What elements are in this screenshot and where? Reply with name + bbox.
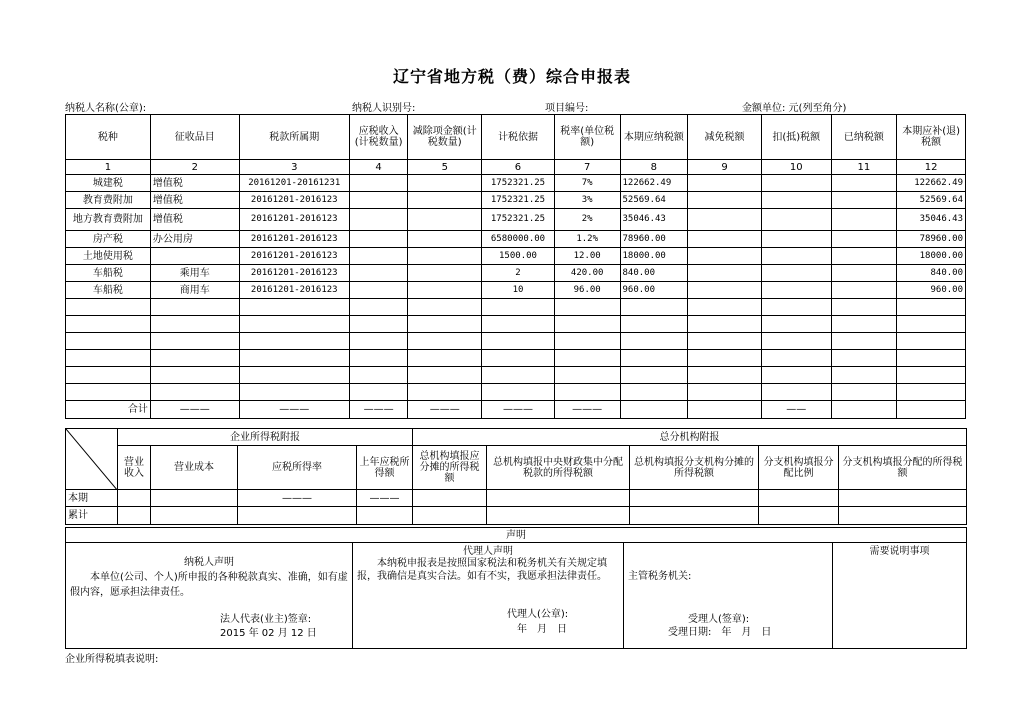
blank-row [66,299,966,316]
input-cell[interactable] [897,333,966,350]
input-cell[interactable] [150,367,239,384]
input-cell[interactable] [151,507,238,525]
input-cell[interactable] [620,316,688,333]
period-label: 本期 [66,490,118,507]
data-cell: 960.00 [897,282,966,299]
data-cell: 35046.43 [897,209,966,231]
table-row [66,175,966,192]
col-rate: 应税所得率 [238,446,357,490]
total-dash: —— [761,401,831,419]
table-row [66,265,966,282]
input-cell[interactable] [487,490,630,507]
data-cell[interactable] [408,192,482,209]
col-last-year: 上年应税所得额 [357,446,413,490]
input-cell[interactable] [238,507,357,525]
input-cell[interactable] [554,367,620,384]
input-cell[interactable] [408,316,482,333]
column-header: 税种 [66,115,151,160]
input-cell[interactable] [761,384,831,401]
total-cell[interactable] [688,401,762,419]
data-cell[interactable] [831,175,897,192]
amount-unit-label: 金额单位: 元(列至角分) [742,103,847,114]
data-cell: 78960.00 [620,231,688,248]
column-header: 减除项金额(计税数量) [408,115,482,160]
agent-declaration-title: 代理人声明 [463,546,513,557]
input-cell[interactable] [897,316,966,333]
total-cell[interactable] [897,401,966,419]
notes-label: 需要说明事项 [869,546,930,557]
input-cell[interactable] [761,333,831,350]
data-cell[interactable] [349,282,408,299]
blank-row [66,350,966,367]
input-cell[interactable] [66,299,151,316]
data-cell: 18000.00 [897,248,966,265]
data-cell: 420.00 [554,265,620,282]
data-cell[interactable] [349,209,408,231]
data-cell: 商用车 [150,282,239,299]
column-number: 3 [239,160,349,175]
input-cell[interactable] [831,350,897,367]
input-cell[interactable] [150,299,239,316]
table-row [66,231,966,248]
input-cell[interactable] [831,299,897,316]
data-cell: 增值税 [150,175,239,192]
tax-type-cell: 城建税 [66,175,151,192]
tax-office-cell [624,543,833,649]
total-cell[interactable] [620,401,688,419]
input-cell[interactable] [620,350,688,367]
input-cell[interactable] [831,316,897,333]
data-cell[interactable] [688,265,762,282]
data-cell: 20161201-2016123 [239,192,349,209]
input-cell[interactable] [761,367,831,384]
input-cell[interactable] [408,367,482,384]
input-cell[interactable] [554,316,620,333]
input-cell[interactable] [688,384,762,401]
corp-tax-title: 企业所得税附报 [118,429,413,446]
diagonal-line [66,429,118,490]
input-cell[interactable] [239,350,349,367]
diagonal-cell [66,429,118,490]
data-cell[interactable] [831,231,897,248]
column-number: 10 [761,160,831,175]
input-cell[interactable] [482,350,555,367]
data-cell: 20161201-2016123 [239,209,349,231]
data-cell: 3% [554,192,620,209]
input-cell[interactable] [688,350,762,367]
input-cell[interactable] [239,384,349,401]
data-cell[interactable] [408,231,482,248]
input-cell[interactable] [688,299,762,316]
data-cell: 2 [482,265,555,282]
data-cell: 6580000.00 [482,231,555,248]
input-cell[interactable] [239,367,349,384]
input-cell[interactable] [349,384,408,401]
agent-date: 年 月 日 [517,624,567,635]
data-cell: 52569.64 [897,192,966,209]
data-cell[interactable] [761,265,831,282]
col-hq-share: 总机构填报应分摊的所得税额 [413,446,487,490]
input-cell[interactable] [66,316,151,333]
input-cell[interactable] [688,316,762,333]
data-cell: 20161201-20161231 [239,175,349,192]
tax-office-label: 主管税务机关: [628,571,692,582]
data-cell: 乘用车 [150,265,239,282]
input-cell[interactable] [630,507,759,525]
input-cell[interactable] [554,299,620,316]
data-cell: 12.00 [554,248,620,265]
column-number: 6 [482,160,555,175]
data-cell: 1752321.25 [482,209,555,231]
data-cell[interactable] [831,248,897,265]
input-cell[interactable] [839,490,967,507]
column-number: 9 [688,160,762,175]
data-cell: 1752321.25 [482,175,555,192]
agent-declaration [353,543,624,649]
total-dash: ——— [239,401,349,419]
input-cell[interactable] [413,490,487,507]
input-cell[interactable] [408,333,482,350]
input-cell[interactable] [620,384,688,401]
column-header: 本期应纳税额 [620,115,688,160]
input-cell[interactable] [761,316,831,333]
period-row [66,490,967,507]
data-cell[interactable] [150,248,239,265]
input-cell[interactable] [482,384,555,401]
total-cell[interactable] [831,401,897,419]
input-cell[interactable] [688,333,762,350]
data-cell[interactable] [831,265,897,282]
tax-type-cell: 车船税 [66,265,151,282]
column-header: 本期应补(退)税额 [897,115,966,160]
input-cell[interactable] [482,299,555,316]
total-dash: ——— [482,401,555,419]
tax-type-cell: 地方教育费附加 [66,209,151,231]
column-header: 税率(单位税额) [554,115,620,160]
declaration-date: 2015 年 02 月 12 日 [220,628,317,639]
data-cell: 1752321.25 [482,192,555,209]
data-cell[interactable] [408,209,482,231]
input-cell[interactable] [239,333,349,350]
data-cell: 78960.00 [897,231,966,248]
input-cell[interactable] [831,384,897,401]
input-cell[interactable] [349,299,408,316]
input-cell[interactable] [349,350,408,367]
data-cell[interactable] [761,282,831,299]
column-number: 1 [66,160,151,175]
data-cell[interactable] [349,248,408,265]
input-cell[interactable] [688,367,762,384]
data-cell: 增值税 [150,192,239,209]
col-branch-ratio: 分支机构填报分配比例 [759,446,839,490]
blank-row [66,316,966,333]
receiver-label: 受理人(签章): [688,614,750,625]
data-cell[interactable] [688,175,762,192]
column-number: 12 [897,160,966,175]
data-cell: 18000.00 [620,248,688,265]
tax-type-cell: 土地使用税 [66,248,151,265]
total-dash: ——— [150,401,239,419]
input-cell[interactable] [408,299,482,316]
input-cell[interactable] [349,316,408,333]
input-cell[interactable] [759,490,839,507]
data-cell: 20161201-2016123 [239,231,349,248]
data-cell: 840.00 [897,265,966,282]
item-no-label: 项目编号: [545,103,589,114]
data-cell: 960.00 [620,282,688,299]
input-cell[interactable] [66,350,151,367]
column-number: 2 [150,160,239,175]
col-branch-tax: 分支机构填报分配的所得税额 [839,446,967,490]
declaration-header: 声明 [66,528,967,543]
input-cell[interactable] [554,384,620,401]
col-hq-branch: 总机构填报分支机构分摊的所得税额 [630,446,759,490]
input-cell[interactable] [761,299,831,316]
branch-title: 总分机构附报 [413,429,967,446]
input-cell[interactable] [408,350,482,367]
taxpayer-declaration-title: 纳税人声明 [184,557,234,568]
taxpayer-id-label: 纳税人识别号: [352,103,416,114]
data-cell: 增值税 [150,209,239,231]
input-cell[interactable] [150,350,239,367]
blank-row [66,367,966,384]
data-cell: 20161201-2016123 [239,248,349,265]
input-cell[interactable] [831,367,897,384]
data-cell: 1.2% [554,231,620,248]
input-cell[interactable] [239,316,349,333]
column-header: 扣(抵)税额 [761,115,831,160]
input-cell[interactable] [897,350,966,367]
input-cell[interactable] [239,299,349,316]
input-cell[interactable] [620,367,688,384]
column-number: 4 [349,160,408,175]
data-cell: 20161201-2016123 [239,265,349,282]
table-row [66,248,966,265]
input-cell[interactable] [66,367,151,384]
cumulative-label: 累计 [66,507,118,525]
taxpayer-declaration [66,543,353,649]
data-cell[interactable] [349,175,408,192]
data-cell: 35046.43 [620,209,688,231]
input-cell[interactable] [118,490,151,507]
data-cell[interactable] [761,175,831,192]
data-cell[interactable] [761,192,831,209]
data-cell: 122662.49 [620,175,688,192]
input-cell[interactable] [630,490,759,507]
data-cell[interactable] [831,209,897,231]
input-cell[interactable] [897,299,966,316]
input-cell[interactable] [413,507,487,525]
input-cell[interactable] [151,490,238,507]
total-label: 合计 [66,401,151,419]
input-cell[interactable] [897,367,966,384]
tax-type-cell: 车船税 [66,282,151,299]
data-cell[interactable] [761,248,831,265]
cumulative-row [66,507,967,525]
attachment-table [65,428,967,525]
data-cell: 122662.49 [897,175,966,192]
main-tax-table [65,114,966,419]
column-header: 征收品目 [150,115,239,160]
input-cell[interactable] [487,507,630,525]
data-cell: 7% [554,175,620,192]
input-cell[interactable] [482,333,555,350]
column-header: 税款所属期 [239,115,349,160]
input-cell[interactable] [554,350,620,367]
column-number: 5 [408,160,482,175]
data-cell[interactable] [688,231,762,248]
table-row [66,192,966,209]
table-row [66,282,966,299]
column-number: 11 [831,160,897,175]
data-cell[interactable] [831,192,897,209]
taxpayer-declaration-text: 本单位(公司、个人)所申报的各种税款真实、准确，如有虚假内容，愿承担法律责任。 [70,572,348,598]
col-revenue: 营业收入 [118,446,151,490]
data-cell[interactable] [408,265,482,282]
table-row [66,209,966,231]
column-number: 8 [620,160,688,175]
data-cell[interactable] [349,231,408,248]
blank-row [66,333,966,350]
data-cell[interactable] [349,265,408,282]
data-cell[interactable] [688,282,762,299]
total-dash: ——— [408,401,482,419]
data-cell: 2% [554,209,620,231]
input-cell[interactable] [150,384,239,401]
data-cell[interactable] [688,192,762,209]
data-cell: 1500.00 [482,248,555,265]
data-cell[interactable] [761,209,831,231]
total-row [66,401,966,419]
data-cell[interactable] [688,209,762,231]
input-cell[interactable] [831,333,897,350]
data-cell: 20161201-2016123 [239,282,349,299]
form-title: 辽宁省地方税（费）综合申报表 [392,67,631,86]
data-cell: 办公用房 [150,231,239,248]
dash-cell: ——— [238,490,357,507]
input-cell[interactable] [482,316,555,333]
input-cell[interactable] [150,316,239,333]
data-cell: 96.00 [554,282,620,299]
tax-type-cell: 房产税 [66,231,151,248]
input-cell[interactable] [349,333,408,350]
blank-row [66,384,966,401]
data-cell[interactable] [408,248,482,265]
data-cell: 10 [482,282,555,299]
input-cell[interactable] [759,507,839,525]
col-hq-central: 总机构填报中央财政集中分配税款的所得税额 [487,446,630,490]
receive-date: 受理日期: 年 月 日 [668,627,772,638]
data-cell[interactable] [688,248,762,265]
dash-cell: ——— [357,490,413,507]
data-cell: 52569.64 [620,192,688,209]
input-cell[interactable] [408,384,482,401]
tax-type-cell: 教育费附加 [66,192,151,209]
agent-declaration-text: 本纳税申报表是按照国家税法和税务机关有关规定填报，我确信是真实合法。如有不实，我愿承担法律责任。 [357,558,607,582]
declaration-table [65,527,967,649]
input-cell[interactable] [66,333,151,350]
footer-note: 企业所得税填表说明: [65,654,159,665]
col-cost: 营业成本 [151,446,238,490]
agent-seal-label: 代理人(公章): [507,609,569,620]
column-header: 已纳税额 [831,115,897,160]
data-cell: 840.00 [620,265,688,282]
column-header: 应税收入(计税数量) [349,115,408,160]
column-header: 计税依据 [482,115,555,160]
total-dash: ——— [349,401,408,419]
input-cell[interactable] [761,350,831,367]
input-cell[interactable] [66,384,151,401]
legal-rep-label: 法人代表(业主)签章: [220,614,312,625]
input-cell[interactable] [482,367,555,384]
input-cell[interactable] [897,384,966,401]
input-cell[interactable] [554,333,620,350]
input-cell[interactable] [150,333,239,350]
taxpayer-name-label: 纳税人名称(公章): [65,103,147,114]
data-cell[interactable] [408,175,482,192]
input-cell[interactable] [839,507,967,525]
data-cell[interactable] [408,282,482,299]
input-cell[interactable] [620,299,688,316]
input-cell[interactable] [620,333,688,350]
notes-cell[interactable] [833,543,967,649]
input-cell[interactable] [118,507,151,525]
column-header: 减免税额 [688,115,762,160]
input-cell[interactable] [349,367,408,384]
column-number: 7 [554,160,620,175]
total-dash: ——— [554,401,620,419]
input-cell[interactable] [357,507,413,525]
data-cell[interactable] [831,282,897,299]
data-cell[interactable] [349,192,408,209]
data-cell[interactable] [761,231,831,248]
